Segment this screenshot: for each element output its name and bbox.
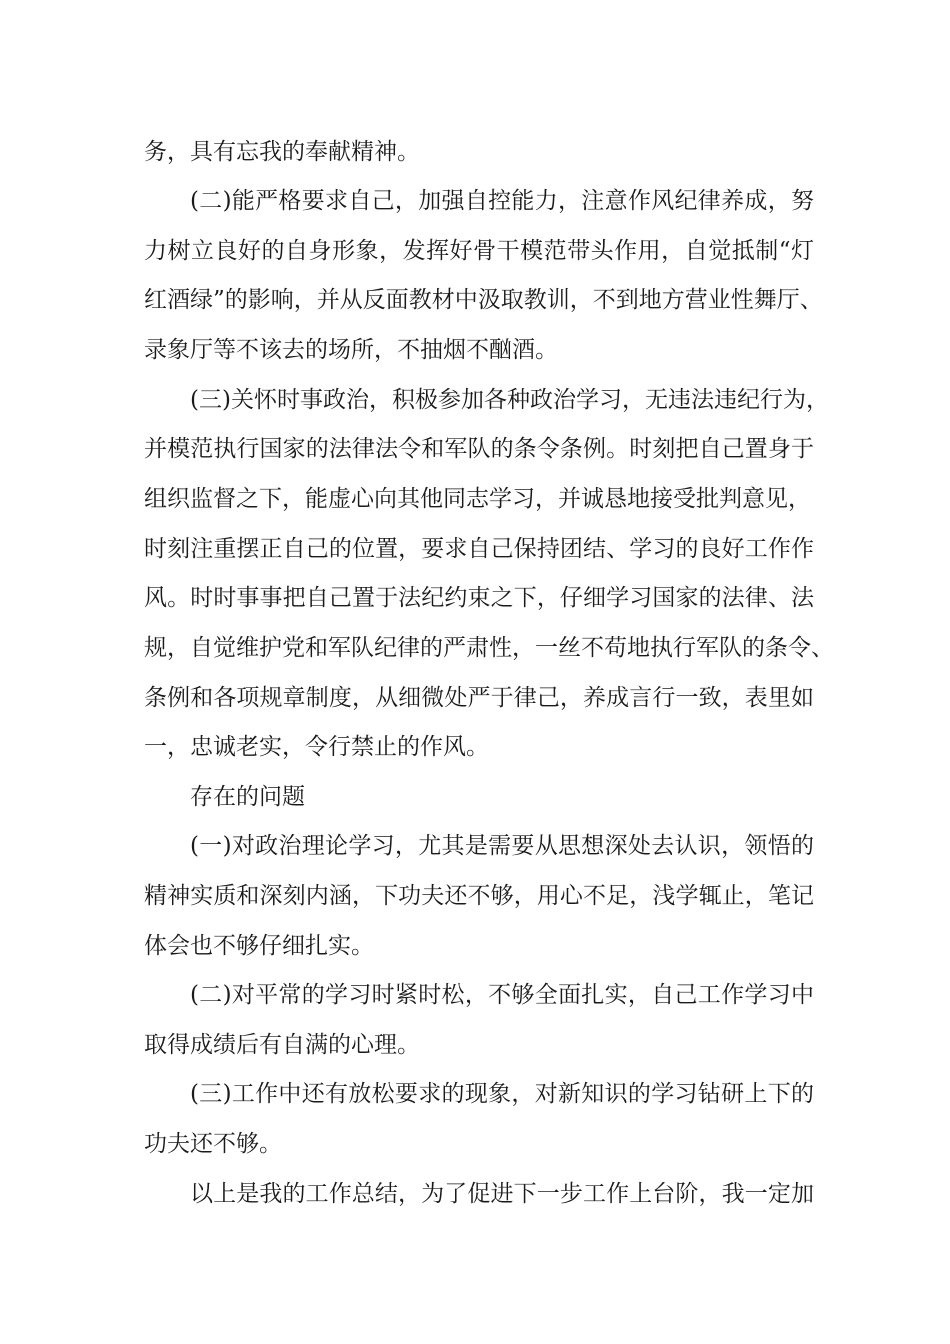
paragraph-line: 取得成绩后有自满的心理。 xyxy=(144,1032,420,1058)
section-heading: 存在的问题 xyxy=(190,784,305,810)
paragraph-line: 功夫还不够。 xyxy=(144,1131,282,1157)
paragraph-line: (一)对政治理论学习，尤其是需要从思想深处去认识，领悟的 xyxy=(190,833,814,859)
paragraph-line: 录象厅等不该去的场所，不抽烟不酗酒。 xyxy=(144,337,558,363)
paragraph-line: (三)关怀时事政治，积极参加各种政治学习，无违法违纪行为， xyxy=(190,387,829,413)
paragraph-line: 规，自觉维护党和军队纪律的严肃性，一丝不苟地执行军队的条令、 xyxy=(144,635,834,661)
paragraph-line: (二)能严格要求自己，加强自控能力，注意作风纪律养成，努 xyxy=(190,188,814,214)
paragraph-line: 红酒绿”的影响，并从反面教材中汲取教训，不到地方营业性舞厅、 xyxy=(144,287,823,313)
paragraph-line: 精神实质和深刻内涵，下功夫还不够，用心不足，浅学辄止，笔记 xyxy=(144,883,814,909)
paragraph-line: (二)对平常的学习时紧时松，不够全面扎实，自己工作学习中 xyxy=(190,982,814,1008)
paragraph-line: 并模范执行国家的法律法令和军队的条令条例。时刻把自己置身于 xyxy=(144,436,814,462)
paragraph-line: 体会也不够仔细扎实。 xyxy=(144,933,374,959)
paragraph-line: 风。时时事事把自己置于法纪约束之下，仔细学习国家的法律、法 xyxy=(144,585,814,611)
paragraph-line: 务，具有忘我的奉献精神。 xyxy=(144,139,420,165)
paragraph-line: 一，忠诚老实，令行禁止的作风。 xyxy=(144,734,489,760)
paragraph-line: 力树立良好的自身形象，发挥好骨干模范带头作用，自觉抵制“灯 xyxy=(144,238,814,264)
paragraph-line: 以上是我的工作总结，为了促进下一步工作上台阶，我一定加 xyxy=(190,1181,814,1207)
paragraph-line: 条例和各项规章制度，从细微处严于律己，养成言行一致，表里如 xyxy=(144,685,814,711)
paragraph-line: 组织监督之下，能虚心向其他同志学习，并诚恳地接受批判意见， xyxy=(144,486,811,512)
paragraph-line: (三)工作中还有放松要求的现象，对新知识的学习钻研上下的 xyxy=(190,1081,814,1107)
paragraph-line: 时刻注重摆正自己的位置，要求自己保持团结、学习的良好工作作 xyxy=(144,536,814,562)
